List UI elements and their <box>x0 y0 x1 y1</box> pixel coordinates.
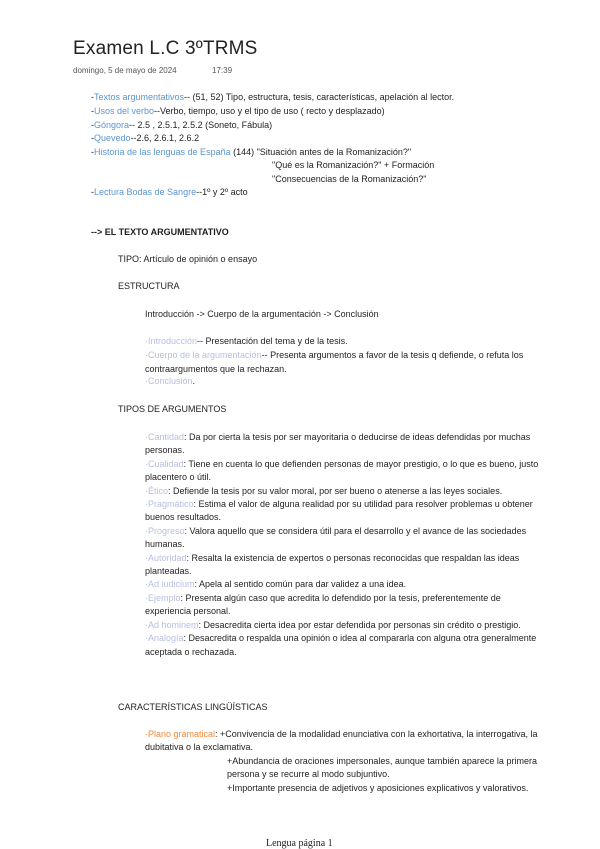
topic-dash: - <box>91 147 94 157</box>
tipo-text: : Estima el valor de alguna realidad por su utilidad para resolver problemas u obtener buenos resultados. <box>145 499 533 523</box>
tipo-argumento: ·Pragmático: Estima el valor de alguna realidad por su utilidad para resolver problemas u obtener buenos resultados. <box>145 499 533 523</box>
page-time: 17:39 <box>212 66 233 75</box>
topic-line <box>91 106 385 116</box>
tipo-text: : Desacredita o respalda una opinión o idea al compararla con alguna otra generalmente aceptada o rechazada. <box>145 633 537 657</box>
topic-link[interactable]: Lectura Bodas de Sangre <box>94 187 197 197</box>
page-title: Examen L.C 3ºTRMS <box>73 38 258 59</box>
estructura-item: ·Introducción-- Presentación del tema y de la tesis. <box>145 336 348 346</box>
tipo-label[interactable]: Ético <box>148 485 169 496</box>
estructura-item: ·Conclusión. <box>145 376 196 386</box>
tipo-label[interactable]: Cualidad <box>148 458 184 469</box>
tipo-argumento: ·Ad hominem: Desacredita cierta idea por estar defendida por personas sin crédito o prestigio. <box>145 619 521 630</box>
plano-text: : +Convivencia de la modalidad enunciativa con la exhortativa, la interrogativa, la dubitativa o la exclamativa. <box>145 729 538 753</box>
topic-line <box>91 187 248 197</box>
plano-gramatical: ·Plano gramatical: +Convivencia de la modalidad enunciativa con la exhortativa, la interrogativa, la dubitativa o la exclamativa. <box>145 729 538 753</box>
tipo-label[interactable]: Ejemplo <box>148 592 181 603</box>
tipo-argumento: ·Cualidad: Tiene en cuenta lo que defienden personas de mayor prestigio, o lo que es bueno, justo placentero o útil. <box>145 458 539 483</box>
plano-sub-item: +Abundancia de oraciones impersonales, aunque también aparece la primera persona y se recurre al modo subjuntivo. <box>227 756 537 780</box>
tipo-label[interactable]: Ad iudicium <box>148 579 195 590</box>
tipo-text: : Resalta la existencia de expertos o personas reconocidas que respaldan las ideas planteadas. <box>145 552 520 577</box>
tipo-argumento: ·Ético: Defiende la tesis por su valor moral, por ser bueno o atenerse a las leyes sociales. <box>145 485 503 496</box>
topic-link[interactable]: Textos argumentativos <box>94 92 185 102</box>
tipo-text: : Da por cierta la tesis por ser mayoritaria o deducirse de ideas defendidas por muchas personas. <box>145 432 531 456</box>
estructura-item: ·Cuerpo de la argumentación-- Presenta argumentos a favor de la tesis q defiende, o refuta los contraargumentos que la rechazan. <box>145 350 524 374</box>
topic-text: -- 2.5 , 2.5.1, 2.5.2 (Soneto, Fábula) <box>129 120 273 130</box>
plano-label[interactable]: Plano gramatical <box>148 729 216 739</box>
caracteristicas-heading: CARACTERÍSTICAS LINGÜÍSTICAS <box>118 702 268 712</box>
topic-link[interactable]: Historia de las lenguas de España <box>94 147 231 157</box>
tipos-list <box>145 431 540 659</box>
topic-line <box>272 160 434 170</box>
topic-text: --1º y 2º acto <box>196 187 248 197</box>
topic-text: (144) "Situación antes de la Romanización?" <box>230 147 412 157</box>
topic-text: --2.6, 2.6.1, 2.6.2 <box>130 133 200 143</box>
tipo-text: : Valora aquello que se considera útil para el desarrollo y el avance de las sociedades humanas. <box>145 525 527 550</box>
tipo-argumento: ·Ejemplo: Presenta algún caso que acredita lo defendido por la tesis, preferentemente de experiencia personal. <box>145 592 501 617</box>
estructura-text: -- Presentación del tema y de la tesis. <box>197 336 348 346</box>
tipo-label[interactable]: Progreso <box>148 525 185 536</box>
estructura-text: . <box>192 376 196 386</box>
page-date: domingo, 5 de mayo de 2024 <box>73 66 177 75</box>
tipo-text: : Apela al sentido común para dar validez a una idea. <box>194 579 407 590</box>
estructura-label[interactable]: Cuerpo de la argumentación <box>148 350 262 360</box>
topic-text: "Consecuencias de la Romanización?" <box>272 174 427 184</box>
tipos-heading: TIPOS DE ARGUMENTOS <box>118 404 227 414</box>
tipo-argumento: ·Cantidad: Da por cierta la tesis por ser mayoritaria o deducirse de ideas defendidas por muchas personas. <box>145 432 531 456</box>
plano-sub-item: +Importante presencia de adjetivos y aposiciones explicativos y valorativos. <box>227 783 529 793</box>
topic-text: "Qué es la Romanización?" + Formación <box>272 160 435 170</box>
topic-dash: - <box>91 120 94 130</box>
tipo-argumento: ·Autoridad: Resalta la existencia de expertos o personas reconocidas que respaldan las ideas planteadas. <box>145 552 520 577</box>
topic-dash: - <box>91 106 94 116</box>
tipo-label[interactable]: Pragmático <box>148 499 194 510</box>
tipo-text: : Tiene en cuenta lo que defienden personas de mayor prestigio, o lo que es bueno, justo placentero o útil. <box>145 458 539 483</box>
tipo-text: : Presenta algún caso que acredita lo defendido por la tesis, preferentemente de experiencia personal. <box>145 592 501 617</box>
estructura-flow: Introducción -> Cuerpo de la argumentación -> Conclusión <box>145 309 379 319</box>
topic-dash: - <box>91 133 94 143</box>
topic-line <box>91 133 199 143</box>
topic-link[interactable]: Góngora <box>94 120 130 130</box>
topic-line <box>91 147 411 157</box>
tipo-argumento: ·Ad iudicium: Apela al sentido común para dar validez a una idea. <box>145 579 407 590</box>
topic-line <box>91 92 454 102</box>
page-footer: Lengua página 1 <box>266 838 333 849</box>
topic-line <box>272 174 426 184</box>
topic-link[interactable]: Usos del verbo <box>94 106 155 116</box>
estructura-label[interactable]: Conclusión <box>148 376 193 386</box>
tipo-argumento: ·Analogía: Desacredita o respalda una opinión o idea al compararla con alguna otra generalmente aceptada o rechazada. <box>145 633 537 657</box>
tipo-label[interactable]: Autoridad <box>148 552 187 563</box>
topic-dash: - <box>91 187 94 197</box>
topic-link[interactable]: Quevedo <box>94 133 131 143</box>
tipo-line: TIPO: Artículo de opinión o ensayo <box>118 254 258 264</box>
estructura-text: -- Presenta argumentos a favor de la tesis q defiende, o refuta los contraargumentos que la rechazan. <box>145 350 524 374</box>
topic-line <box>91 120 272 130</box>
tipo-label[interactable]: Analogía <box>148 633 184 644</box>
tipo-argumento: ·Progreso: Valora aquello que se considera útil para el desarrollo y el avance de las sociedades humanas. <box>145 525 527 550</box>
tipo-text: : Defiende la tesis por su valor moral, por ser bueno o atenerse a las leyes sociales. <box>168 485 503 496</box>
tipo-text: : Desacredita cierta idea por estar defendida por personas sin crédito o prestigio. <box>198 619 521 630</box>
topic-text: --Verbo, tiempo, uso y el tipo de uso ( recto y desplazado) <box>154 106 385 116</box>
section-heading: --> EL TEXTO ARGUMENTATIVO <box>91 227 229 237</box>
estructura-heading: ESTRUCTURA <box>118 281 180 291</box>
tipo-label[interactable]: Ad hominem <box>148 619 199 630</box>
tipo-label[interactable]: Cantidad <box>148 432 185 442</box>
estructura-label[interactable]: Introducción <box>148 336 198 346</box>
topic-text: -- (51, 52) Tipo, estructura, tesis, características, apelación al lector. <box>184 92 455 102</box>
topic-dash: - <box>91 92 94 102</box>
